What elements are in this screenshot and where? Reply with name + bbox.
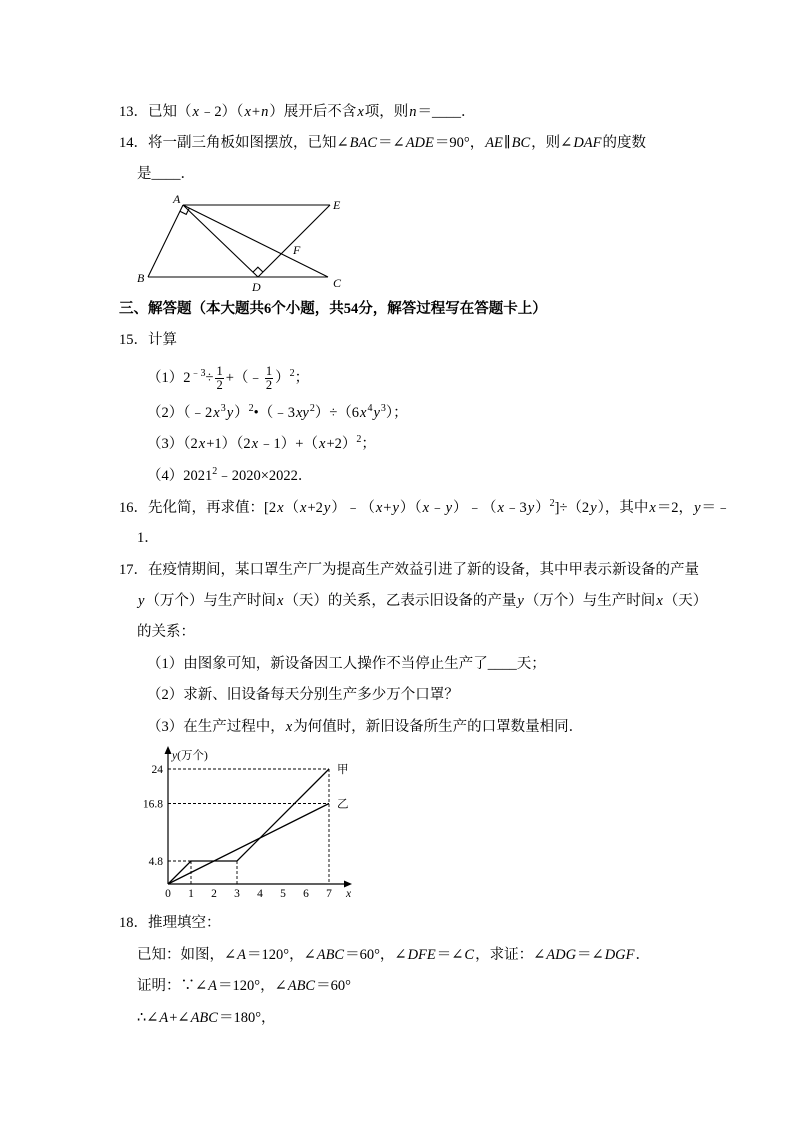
math-variable: x: [277, 500, 284, 516]
series-label-2: 乙: [337, 798, 349, 811]
text-run: ）；: [385, 405, 408, 421]
math-variable: x: [276, 593, 284, 609]
question-17-item-1: （1）由图象可知，新设备因工人操作不当停止生产了____天；: [147, 656, 546, 672]
text-run: 的度数: [602, 135, 646, 151]
text-run: ，求证：∠: [475, 947, 546, 963]
text-run: +∠: [169, 1010, 190, 1026]
math-variable: ADG: [546, 947, 577, 963]
question-17-line-2: [137, 591, 707, 611]
text-run: ]÷（2: [554, 500, 590, 516]
question-15-item-3: [147, 434, 376, 454]
text-run: 16．先化简，再求值：[2: [119, 500, 277, 516]
text-run: ＝60°: [316, 978, 351, 994]
point-label-f: F: [293, 243, 301, 257]
text-run: （3）在生产过程中，: [147, 719, 285, 735]
text-run: （天）的关系，乙表示旧设备的产量: [284, 593, 517, 609]
text-run: +2: [307, 500, 323, 516]
x-tick-label: 1: [188, 888, 194, 900]
math-variable: DGF: [604, 947, 635, 963]
text-run: （: [284, 500, 300, 516]
series-line-2: [168, 804, 329, 885]
text-run: ﹣2）（: [199, 104, 244, 120]
math-variable: x: [213, 405, 220, 421]
text-run: ﹣3: [504, 500, 527, 516]
math-variable: x: [656, 593, 663, 609]
text-run: ，则∠: [531, 135, 573, 151]
production-chart: [130, 740, 358, 905]
math-variable: x: [319, 436, 326, 452]
math-variable: ABC: [316, 947, 345, 963]
text-run: ＝90°，: [434, 135, 485, 151]
superscript: 2: [248, 403, 254, 414]
segment-ed: [258, 205, 330, 277]
fraction-numerator: 1: [216, 364, 223, 378]
text-run: （4）2021: [147, 468, 213, 484]
series-line-1: [168, 769, 329, 884]
text-run: （天）: [663, 593, 708, 609]
y-tick-label: 16.8: [142, 798, 163, 811]
superscript: ﹣3: [190, 367, 206, 379]
question-16-line-2: 1．: [137, 530, 159, 546]
math-variable: ABC: [190, 1010, 218, 1026]
text-run: ＝∠: [378, 135, 405, 151]
math-variable: y: [226, 405, 234, 421]
text-run: ＝∠: [436, 947, 464, 963]
text-run: ）﹣（: [453, 500, 497, 516]
question-14-line-2: 是____．: [137, 166, 195, 182]
math-variable: x: [357, 104, 364, 120]
x-axis-label: x: [346, 888, 352, 900]
math-variable: DFE: [407, 947, 436, 963]
question-14-line-1: [119, 133, 646, 153]
segment-ac: [183, 205, 328, 277]
superscript: 3: [220, 403, 226, 414]
text-run: ＝2，: [656, 500, 694, 516]
text-run: ∴∠: [137, 1010, 159, 1026]
x-tick-label: 5: [280, 888, 286, 900]
math-variable: x: [244, 104, 251, 120]
text-run: ．: [635, 947, 651, 963]
math-variable: y: [392, 500, 399, 516]
text-run: ）: [275, 369, 290, 386]
question-15-item-2: [147, 403, 408, 423]
text-run: （2）（﹣2: [147, 405, 213, 421]
math-variable: y: [373, 405, 380, 421]
text-run: ）: [234, 405, 249, 421]
x-tick-label: 3: [234, 888, 240, 900]
x-tick-label: 6: [303, 888, 309, 900]
question-17-item-2: （2）求新、旧设备每天分别生产多少万个口罩？: [147, 687, 459, 703]
text-run: +（﹣: [225, 369, 263, 386]
point-label-b: B: [137, 271, 145, 285]
text-run: ÷: [205, 369, 214, 386]
math-variable: y: [323, 500, 331, 516]
text-run: ＝120°，∠: [218, 978, 287, 994]
text-run: ＝﹣: [701, 500, 731, 516]
text-run: ）: [535, 500, 550, 516]
text-run: ）÷（6: [314, 405, 360, 421]
text-run: （1）2: [147, 369, 191, 386]
question-15-item-1: [147, 364, 310, 392]
y-axis-unit: (万个): [177, 750, 208, 762]
question-17-item-3: [147, 717, 583, 737]
math-variable: DAF: [573, 135, 602, 151]
question-18-proof-2: [137, 1008, 276, 1028]
text-run: ＝60°，∠: [345, 947, 407, 963]
x-tick-label: 4: [257, 888, 263, 900]
math-variable: n: [261, 104, 269, 120]
point-label-a: A: [173, 192, 181, 206]
math-variable: y: [694, 500, 701, 516]
text-run: 14．将一副三角板如图摆放，已知∠: [119, 135, 349, 151]
math-variable: x: [251, 436, 259, 452]
text-run: +1）（2: [206, 436, 251, 452]
math-variable: x: [198, 436, 206, 452]
x-tick-label: 2: [211, 888, 217, 900]
superscript: 2: [289, 367, 295, 379]
math-variable: A: [159, 1010, 169, 1026]
math-variable: y: [527, 500, 535, 516]
text-run: +2）: [326, 436, 357, 452]
text-run: 已知：如图，∠: [137, 947, 237, 963]
text-run: 证明：∵∠: [137, 978, 208, 994]
y-axis-variable: y: [172, 750, 178, 762]
series-label-1: 甲: [337, 764, 349, 776]
math-variable: BC: [511, 135, 531, 151]
math-variable: x: [649, 500, 656, 516]
fraction: [265, 365, 273, 392]
point-label-d: D: [252, 280, 261, 294]
superscript: 4: [367, 403, 373, 414]
question-13-line: [119, 102, 476, 122]
math-variable: BAC: [349, 135, 378, 151]
text-run: ＝120°，∠: [247, 947, 316, 963]
math-variable: x: [375, 500, 383, 516]
y-axis-label: [171, 749, 208, 762]
text-run: ＝180°，: [218, 1010, 276, 1026]
fraction-numerator: 1: [265, 364, 273, 378]
superscript: 2: [549, 498, 555, 509]
point-label-e: E: [333, 198, 341, 212]
superscript: 2: [212, 466, 218, 477]
segment-ab: [148, 205, 183, 277]
question-17-line-1: 17．在疫情期间，某口罩生产厂为提高生产效益引进了新的设备，其中甲表示新设备的产量: [119, 562, 699, 578]
text-run: （万个）与生产时间: [524, 593, 656, 609]
text-run: （3）（2: [147, 436, 198, 452]
superscript: 3: [380, 403, 386, 414]
text-run: ）（: [399, 500, 422, 516]
question-15-item-4: [147, 466, 312, 486]
math-variable: y: [138, 593, 145, 609]
y-axis-arrow: [165, 746, 172, 754]
math-variable: ABC: [287, 978, 316, 994]
math-variable: x: [300, 500, 307, 516]
triangle-figure: [130, 190, 345, 296]
right-angle-mark-d: [253, 267, 263, 272]
text-run: ），其中: [597, 500, 649, 516]
text-run: •（﹣3: [253, 405, 295, 421]
math-variable: x: [422, 500, 430, 516]
text-run: ﹣: [430, 500, 445, 516]
text-run: 项，则: [364, 104, 409, 120]
math-variable: A: [208, 978, 218, 994]
math-variable: y: [590, 500, 597, 516]
superscript: 2: [309, 403, 315, 414]
math-variable: A: [237, 947, 247, 963]
question-18-proof-1: [137, 976, 351, 996]
math-variable: y: [517, 593, 524, 609]
text-run: ﹣1）+（: [259, 436, 318, 452]
math-variable: y: [445, 500, 453, 516]
text-run: ；: [294, 369, 310, 386]
math-variable: AE: [485, 135, 503, 151]
math-variable: n: [409, 104, 417, 120]
text-run: 为何值时，新旧设备所生产的口罩数量相同．: [293, 719, 584, 735]
x-axis-arrow: [344, 881, 352, 888]
text-run: 13．已知（: [119, 104, 192, 120]
math-variable: x: [285, 719, 293, 735]
question-17-line-3: 的关系：: [137, 624, 195, 640]
section-heading: 三、解答题（本大题共6个小题，共54分，解答过程写在答题卡上）: [119, 301, 547, 317]
question-18-given: [137, 945, 650, 965]
x-tick-label: 0: [165, 888, 171, 900]
math-variable: x: [192, 104, 199, 120]
text-run: ）﹣（: [331, 500, 375, 516]
question-15-title: 15．计算: [119, 332, 177, 348]
math-variable: x: [360, 405, 367, 421]
math-variable: xy: [295, 405, 309, 421]
text-run: （万个）与生产时间: [145, 593, 276, 609]
x-tick-label: 7: [326, 888, 332, 900]
text-run: ＝∠: [577, 947, 604, 963]
question-18-title: 18．推理填空：: [119, 915, 221, 931]
math-variable: C: [464, 947, 475, 963]
text-run: ；: [361, 436, 376, 452]
fraction-denominator: 2: [265, 378, 273, 392]
question-16-line-1: [119, 498, 731, 518]
y-tick-label: 24: [151, 764, 163, 776]
fraction: [215, 365, 223, 392]
math-variable: x: [497, 500, 504, 516]
superscript: 2: [356, 434, 362, 445]
segment-ad: [183, 205, 258, 277]
y-tick-label: 4.8: [148, 856, 163, 868]
text-run: ﹣2020×2022．: [217, 468, 313, 484]
text-run: +: [251, 104, 261, 120]
math-variable: ADE: [405, 135, 434, 151]
text-run: ＝____．: [417, 104, 476, 120]
text-run: ）展开后不含: [269, 104, 357, 120]
point-label-c: C: [333, 276, 342, 290]
fraction-denominator: 2: [216, 378, 223, 392]
text-run: +: [383, 500, 392, 516]
text-run: ∥: [503, 135, 511, 151]
